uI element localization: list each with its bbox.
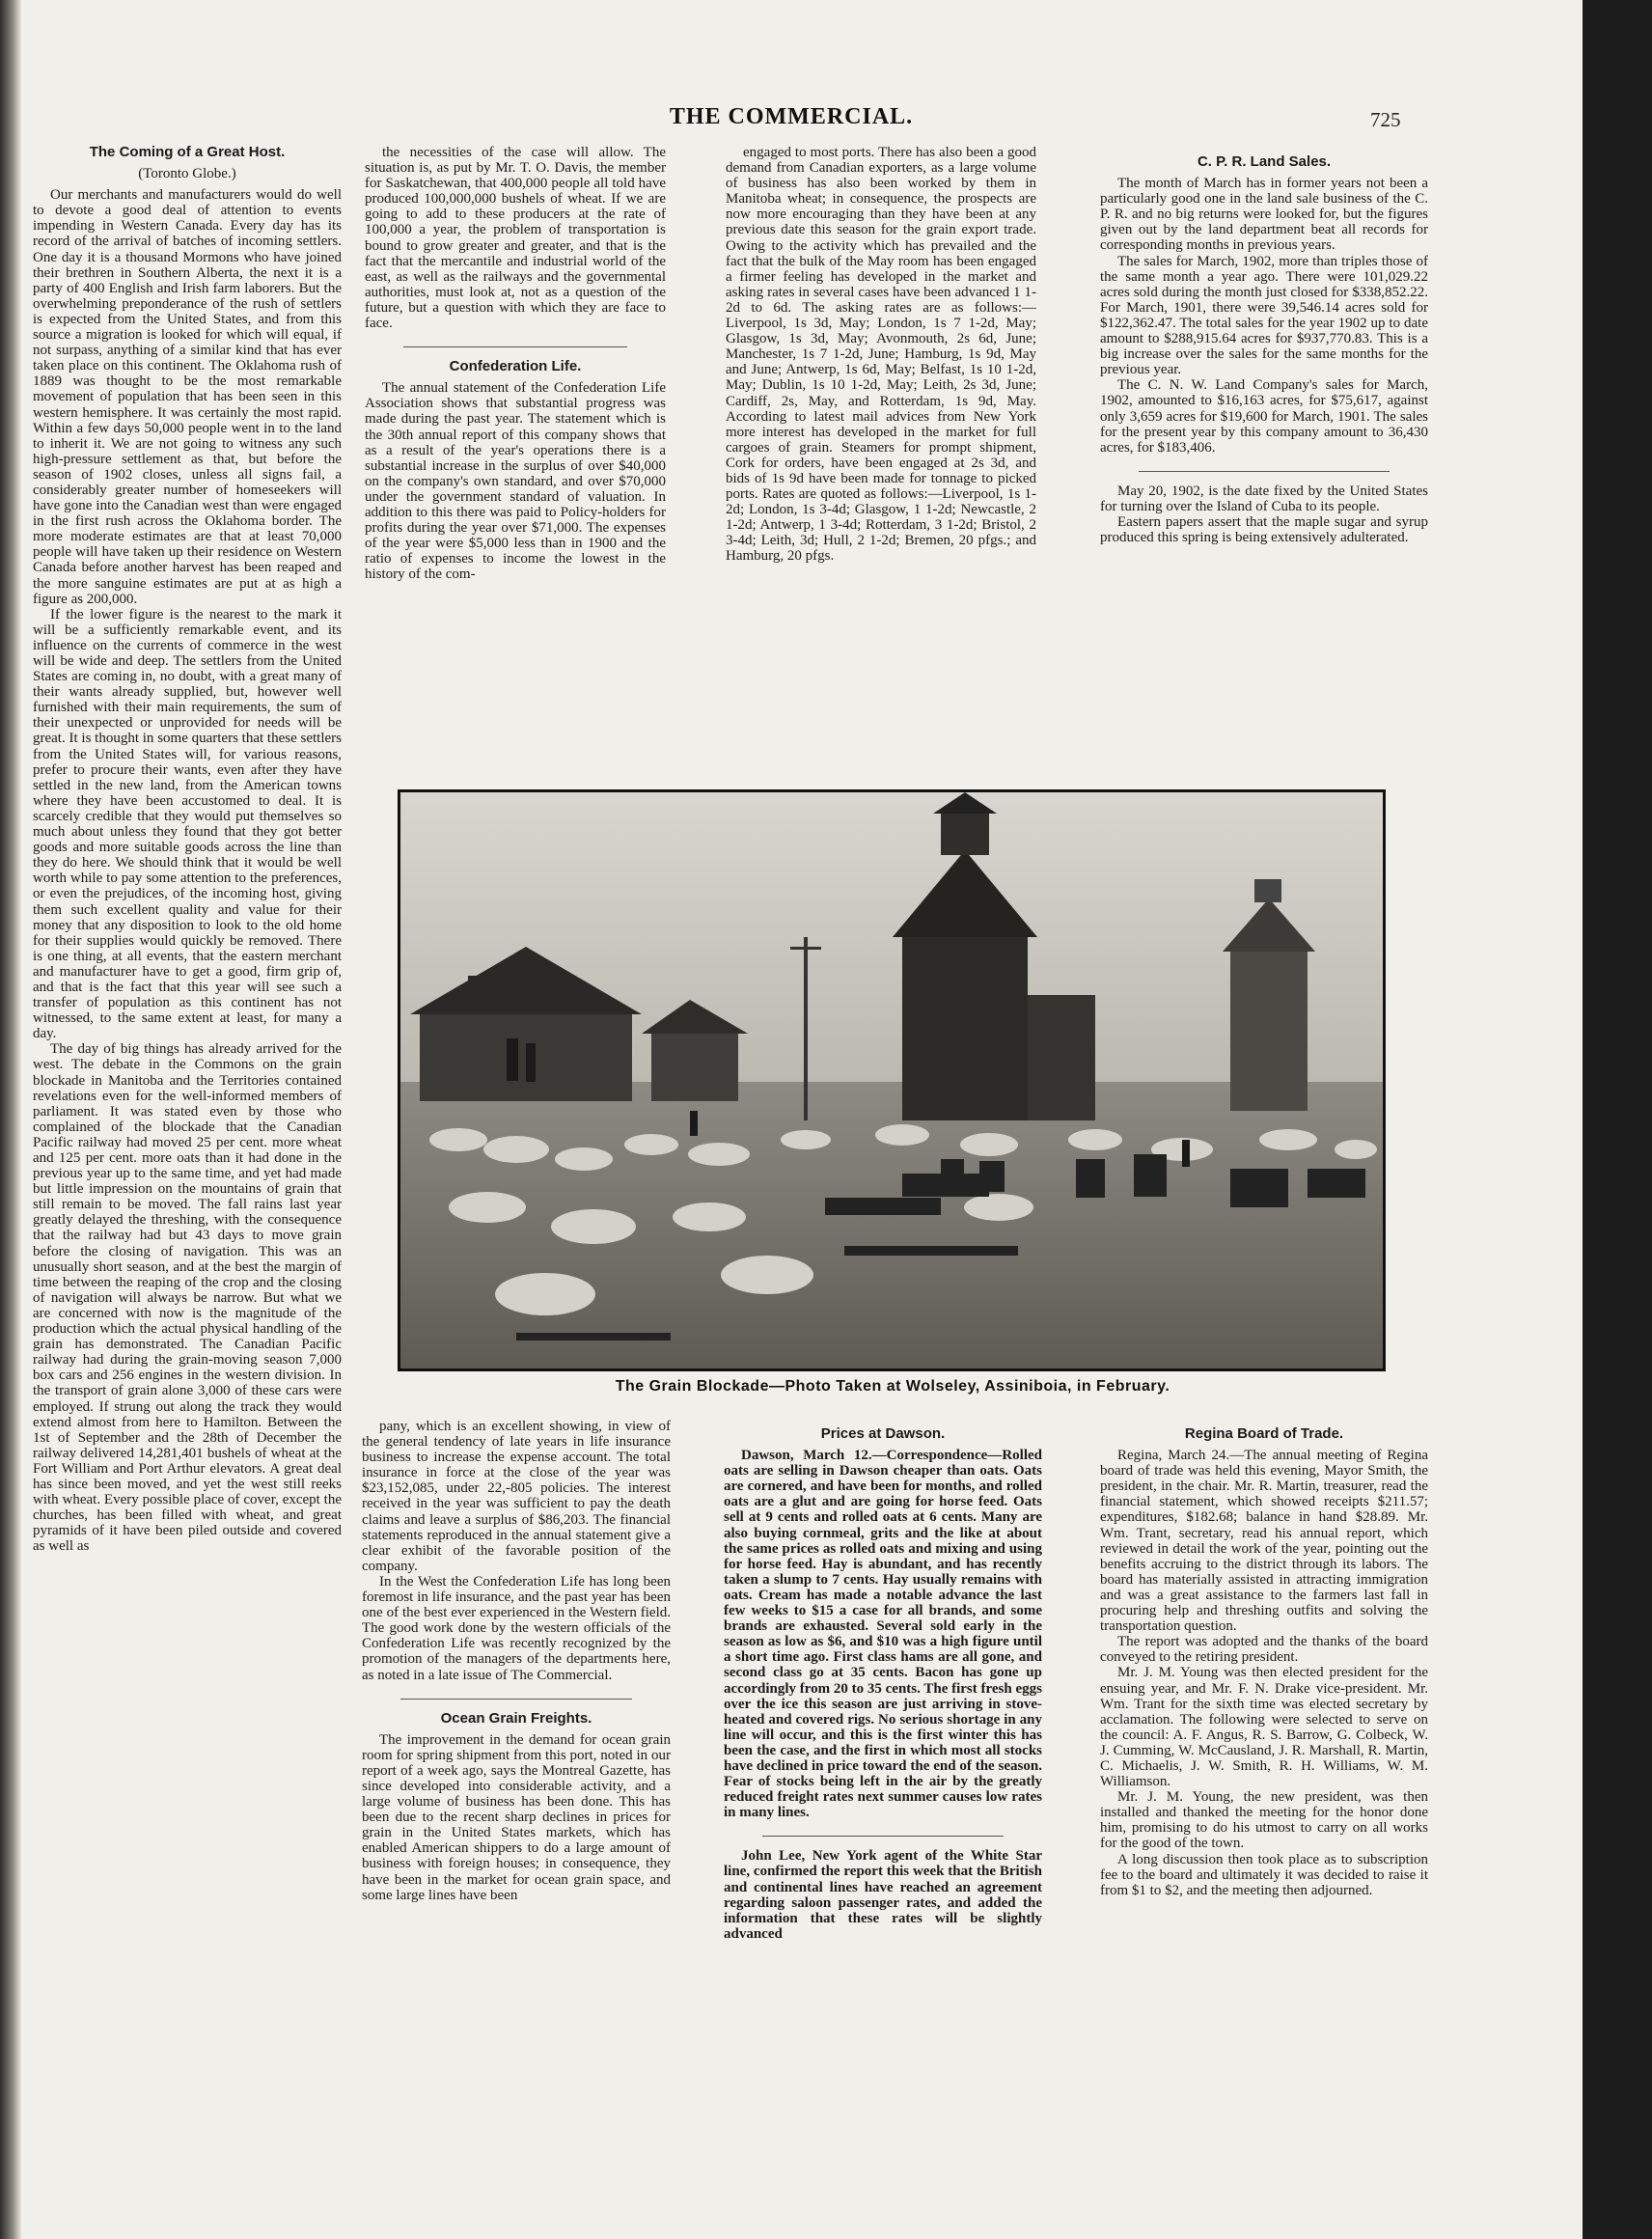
article-paragraph: Regina, March 24.—The annual meeting of Regina board of trade was held this evening, Mayor Smith, the president, in the chair. Mr. R. Martin, treasurer, read the financial statement, which showed receipts $211.57; expenditures, $182.68; balance in hand $28.89. Mr. Wm. Trant, secretary, read his annual report, which reviewed in detail the work of the year, pointing out the benefits accruing to the district through its labors. The board has materially assisted in attracting immigration and was a great assistance to the farmers last fall in procuring help and threshing outfits and solving the transportation question. xyxy=(1100,1448,1428,1635)
grain-blockade-photo xyxy=(398,789,1386,1371)
article-paragraph: Mr. J. M. Young was then elected president for the ensuing year, and Mr. F. N. Drake vice-president. Mr. Wm. Trant for the sixth time was elected secretary by acclamation. The following were selected to serve on the council: A. F. Angus, R. S. Barrow, G. Colbeck, W. J. Cumming, W. McCausland, J. R. Marshall, R. Martin, C. Michaelis, J. W. Smith, R. H. Williams, W. M. Williamson. xyxy=(1100,1665,1428,1790)
section-divider xyxy=(1139,471,1390,472)
article-paragraph: The improvement in the demand for ocean grain room for spring shipment from this port, noted in our report of a week ago, says the Montreal Gazette, has since developed into considerable activity, and a large volume of business has been done. This has been due to the recent sharp declines in prices for grain in the United States markets, which has enabled American shippers to do a large amount of business with foreign houses; in consequence, they have been in the market for ocean grain space, and some large lines have been xyxy=(362,1731,671,1903)
photo-caption: The Grain Blockade—Photo Taken at Wolseley, Assiniboia, in February. xyxy=(615,1378,1170,1395)
page-number: 725 xyxy=(1370,108,1401,131)
article-paragraph: The day of big things has already arrived for the west. The debate in the Commons on the grain blockade in Manitoba and the Territories contained revelations even for the well-informed members of parliament. It was stated even by those who complained of the blockade that the Canadian Pacific railway had moved 25 per cent. more wheat and 125 per cent. more oats than it had done in the previous year up to the same time, and yet had made but little impression on the mountains of grain that still remain to be moved. The fall rains last year greatly delayed the threshing, with the consequence that the railway had but 43 days to move grain before the closing of navigation. This was an unusually short season, and at the best the margin of time between the reaping of the crop and the closing of navigation will always be narrow. But what we are concerned with now is the magnitude of the production which the actual physical handling of the grain has demonstrated. The Canadian Pacific railway had during the grain-moving season 7,000 box cars and 256 engines in the western division. In the transport of grain alone 3,000 of these cars were employed. If strung out along the track they would extend almost from here to Hamilton. Between the 1st of September and the 28th of December the railway delivered 14,281,401 bushels of wheat at the Fort William and Port Arthur elevators. A great deal has since been moved, and yet the west still reeks with wheat. Every possible place of cover, except the churches, has been filled with wheat, and great pyramids of it have been piled outside and covered as well as xyxy=(33,1041,342,1555)
section-divider xyxy=(400,1699,632,1700)
page-binding-edge xyxy=(0,0,21,2239)
article-paragraph: The sales for March, 1902, more than triples those of the same month a year ago. There were 101,029.22 acres sold during the month just closed for $338,852.22. For March, 1901, there were 39,546.14 acres sold for $122,362.47. The total sales for the year 1902 up to date amount to $288,915.64 acres for $937,770.83. This is a big increase over the sales for the same months for the previous year. xyxy=(1100,253,1428,378)
article-paragraph: Our merchants and manufacturers would do well to devote a good deal of attention to events impending in Western Canada. Every day has its record of the arrival of batches of incoming settlers. One day it is a thousand Mormons who have joined their brethren in Southern Alberta, the next it is a party of 400 English and Irish farm laborers. But the overwhelming preponderance of the rush of settlers is expected from the United States, and from this source a migration is looked for which will equal, if not surpass, anything of a similar kind that has ever taken place on this continent. The Oklahoma rush of 1889 was thought to be the most remarkable movement of population that has been seen in this western hemisphere. It was certainly the most rapid. Within a few days 50,000 people went in to the land to inherit it. We are not going to witness any such high-pressure settlement as that, but before the season of 1902 closes, unless all signs fail, a considerably greater number of homeseekers will have gone into the Canadian west than were engaged in the first rush across the Oklahoma border. The more moderate estimates are that at least 70,000 people will have taken up their residence on Western Canada before another harvest has been reaped and the more sanguine estimates are put at as high a figure as 200,000. xyxy=(33,187,342,607)
article-paragraph: Mr. J. M. Young, the new president, was then installed and thanked the meeting for the honor done him, promising to do his utmost to carry on all works for the good of the town. xyxy=(1100,1789,1428,1852)
article-paragraph: The report was adopted and the thanks of the board conveyed to the retiring president. xyxy=(1100,1634,1428,1666)
article-prices-at-dawson xyxy=(724,1426,1042,2229)
article-heading: The Coming of a Great Host. xyxy=(89,145,286,160)
column-3-top xyxy=(726,145,1036,741)
article-heading: Confederation Life. xyxy=(449,358,582,375)
article-regina-board-of-trade xyxy=(1100,1426,1428,2229)
column-2-top xyxy=(365,145,666,741)
article-heading: Regina Board of Trade. xyxy=(1184,1426,1344,1442)
section-divider xyxy=(403,346,627,347)
page-header xyxy=(39,104,1544,143)
article-paragraph: The annual statement of the Confederation Life Association shows that substantial progress was made during the past year. The statement which is the 30th annual report of this company shows that as a result of the year's operations there is a substantial increase in the surplus of over $40,000 on the company's own standard, and over $70,000 under the government standard of valuation. In addition to this there was paid to Policy-holders for profits during the year over $71,000. The expenses of the year were $5,000 less than in 1900 and the ratio of expenses to income the lowest in the history of the com- xyxy=(365,380,666,583)
masthead-title: THE COMMERCIAL. xyxy=(669,104,914,129)
article-paragraph: In the West the Confederation Life has long been foremost in life insurance, and the past year has been one of the best ever experienced in the Western field. The good work done by the western officials of the Confederation Life was recently recognized by the promotion of the managers of the departments here, as noted in a late issue of The Commercial. xyxy=(362,1573,671,1683)
news-item: John Lee, New York agent of the White Star line, confirmed the report this week that the British and continental lines have reached an agreement regarding saloon passenger rates, and added the information that these rates will be slightly advanced xyxy=(724,1848,1042,1942)
article-coming-of-great-host xyxy=(33,145,342,2225)
news-item: May 20, 1902, is the date fixed by the United States for turning over the Island of Cuba to its people. xyxy=(1100,483,1428,514)
article-paragraph: Dawson, March 12.—Correspondence—Rolled oats are selling in Dawson cheaper than oats. Oats are cornered, and have been for months, and rolled oats are a glut and are going for horse feed. Oats sell at 9 cents and rolled oats at 6 cents. Many are also buying cornmeal, grits and the like at about the same prices as rolled oats and mixing and using for horse feed. Hay is abundant, and has recently taken a slump to 7 cents. Hay usually remains with oats. Cream has made a notable advance the last few weeks to $15 a case for all brands, and some brands are exhausted. Several sold early in the season as low as $6, and $10 was a high figure until a short time ago. First class hams are all gone, and second class go at 35 cents. Bacon has gone up accordingly from 20 to 35 cents. The first fresh eggs over the ice this season are just arriving in stove-heated and covered rigs. No serious shortage in any line will occur, and this is the first winter this has been the case, and the first in which most all stocks have declined in price toward the end of the season. Fear of stocks being left in the air by the greatly reduced freight rates next summer causes low rates in many lines. xyxy=(724,1448,1042,1821)
news-item: Eastern papers assert that the maple sugar and syrup produced this spring is being extensively adulterated. xyxy=(1100,513,1428,546)
photo-illustration xyxy=(400,792,1383,1368)
article-cpr-land-sales xyxy=(1100,154,1428,733)
article-paragraph: the necessities of the case will allow. The situation is, as put by Mr. T. O. Davis, the member for Saskatchewan, that 400,000 people all told have produced 100,000,000 bushels of wheat. If we are going to add to these producers at the rate of 100,000 a year, the problem of transportation is bound to grow greater and greater, and that is the fact that the mercantile and industrial world of the east, as well as the railways and the governmental authorities, must look at, not as a question of the future, but a question with which they are face to face. xyxy=(365,145,666,332)
article-paragraph: pany, which is an excellent showing, in view of the general tendency of late years in life insurance business to increase the expense account. The total insurance in force at the close of the year was $23,152,085, under 22,-805 policies. The interest received in the year was sufficient to pay the death claims and leave a surplus of $86,203. The financial statements reproduced in the annual statement give a clear exhibit of the favorable position of the company. xyxy=(362,1419,671,1574)
article-paragraph: engaged to most ports. There has also been a good demand from Canadian exporters, as a large volume of business has also been worked by them in Manitoba wheat; in consequence, the prospects are now more encouraging than they have been at any previous date this season for the grain export trade. Owing to the activity which has prevailed and the fact that the bulk of the May room has been engaged a firmer feeling has developed in the market and asking rates in several cases have been advanced 1 1-2d to 6d. The asking rates are as follows:—Liverpool, 1s 3d, May; London, 1s 7 1-2d, May; Glasgow, 1s 3d, May; Avonmouth, 2s 6d, June; Manchester, 1s 7 1-2d, June; Hamburg, 1s 9d, May and June; Antwerp, 1s 6d, May; Belfast, 1s 10 1-2d, May; Dublin, 1s 10 1-2d, May; Leith, 2s 3d, June; Cardiff, 2s, May, and Rotterdam, 1s 9d, May. According to latest mail advices from New York more interest has developed in the market for full cargoes of grain. Steamers for prompt shipment, Cork for orders, have been engaged at 2s 3d, and bids of 1s 9d have been made for tonnage to picked ports. Rates are quoted as follows:—Liverpool, 1s 1-2d; London, 1s 3-4d; Glasgow, 1 1-2d; Newcastle, 2 1-2d; Antwerp, 1 3-4d; Rotterdam, 3 1-2d; Bristol, 2 3-4d; Leith, 3d; Hull, 2 1-2d; Bremen, 20 pfgs.; and Hamburg, 20 pfgs. xyxy=(726,145,1036,565)
article-paragraph: If the lower figure is the nearest to the mark it will be a sufficiently remarkable event, and its influence on the currents of commerce in the west will be wide and deep. The settlers from the United States are coming in, no doubt, with a great many of their wants already supplied, but, however well furnished with their main requirements, the sum of their unexpected or unprovided for needs will be great. It is thought in some quarters that these settlers from the United States will, for various reasons, prefer to procure their wants, even after they have settled in the new land, from the American towns where they have been accustomed to deal. It is scarcely credible that they would put themselves so much about unless they found that they got better goods and more suitable goods across the line than they do here. We should think that it would be well worth while to pay some attention to the preferences, or even the prejudices, of the incoming host, giving them such excellent quality and value for their money that any disposition to look to the old home for their supplies would quickly be removed. There is one thing, at all events, that the eastern merchant and manufacturer have to get a good, firm grip of, and that is the fact that this year will see such a transfer of population as this continent has not witnessed, to the same extent at least, for many a day. xyxy=(33,606,342,1042)
article-source: (Toronto Globe.) xyxy=(138,166,236,182)
section-divider xyxy=(762,1836,1004,1837)
article-paragraph: A long discussion then took place as to subscription fee to the board and ultimately it was decided to raise it from $1 to $2, and the meeting then adjourned. xyxy=(1100,1851,1428,1898)
article-heading: C. P. R. Land Sales. xyxy=(1197,154,1332,170)
article-heading: Ocean Grain Freights. xyxy=(440,1709,592,1727)
article-heading: Prices at Dawson. xyxy=(820,1426,946,1442)
article-paragraph: The month of March has in former years not been a particularly good one in the land sale business of the C. P. R. and no big returns were looked for, but the figures given out by the land department beat all records for corresponding months in previous years. xyxy=(1100,176,1428,254)
column-2-bottom xyxy=(362,1419,671,2229)
article-paragraph: The C. N. W. Land Company's sales for March, 1902, amounted to $16,163 acres, for $75,617, against only 3,659 acres for $19,600 for March, 1901. The sales for the present year by this company amount to 36,430 acres, for $183,406. xyxy=(1100,377,1428,456)
